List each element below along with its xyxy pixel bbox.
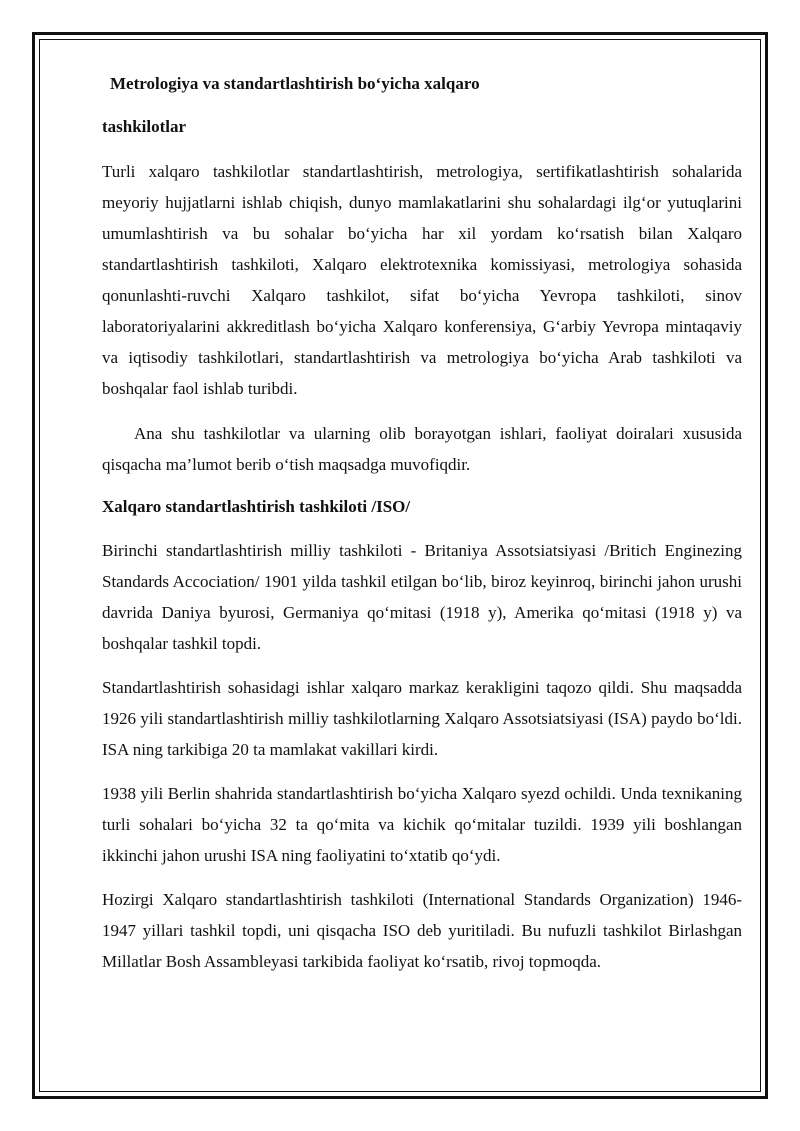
- section-heading-iso: Xalqaro standartlashtirish tashkiloti /ISO/: [102, 497, 411, 516]
- page-title-line-2: tashkilotlar: [102, 117, 187, 136]
- paragraph-5: 1938 yili Berlin shahrida standartlashtirish bo‘yicha Xalqaro syezd ochildi. Unda texnikaning turli sohalari bo‘yicha 32 ta qo‘mita va kichik qo‘mitalar tuzildi. 1939 yili boshlangan ikkinchi jahon urushi ISA ning faoliyatini to‘xtatib qo‘ydi.: [102, 784, 742, 865]
- paragraph-4: Standartlashtirish sohasidagi ishlar xalqaro markaz kerakligini taqozo qildi. Shu maqsadda 1926 yili standartlashtirish milliy tashkilotlarning Xalqaro Assotsiatsiyasi (ISA) paydo bo‘ldi. ISA ning tarkibiga 20 ta mamlakat vakillari kirdi.: [102, 678, 742, 759]
- paragraph-1: Turli xalqaro tashkilotlar standartlashtirish, metrologiya, sertifikatlashtirish sohalarida meyoriy hujjatlarni ishlab chiqish, dunyo mamlakatlarini shu sohalardagi ilg‘or yutuqlarini umumlashtirish va bu sohalar bo‘yicha har xil yordam ko‘rsatish bilan Xalqaro standartlashtirish tashkiloti, Xalqaro elektrotexnika komissiyasi, metrologiya sohasida qonunlashti-ruvchi Xalqaro tashkilot, sifat bo‘yicha Yevropa tashkiloti, sinov laboratoriyalarini akkreditlash bo‘yicha Xalqaro konferensiya, G‘arbiy Yevropa mintaqaviy va iqtisodiy tashkilotlari, standartlashtirish va metrologiya bo‘yicha Arab tashkiloti va boshqalar faol ishlab turibdi.: [102, 162, 742, 398]
- document-body: [102, 72, 742, 977]
- paragraph-6: Hozirgi Xalqaro standartlashtirish tashkiloti (International Standards Organization) 1946-1947 yillari tashkil topdi, uni qisqacha ISO deb yuritiladi. Bu nufuzli tashkilot Birlashgan Millatlar Bosh Assambleyasi tarkibida faoliyat ko‘rsatib, rivoj topmoqda.: [102, 890, 742, 971]
- page-title-line-1: Metrologiya va standartlashtirish bo‘yicha xalqaro: [110, 74, 480, 93]
- paragraph-3: Birinchi standartlashtirish milliy tashkiloti - Britaniya Assotsiatsiyasi /Britich Enginezing Standards Accociation/ 1901 yilda tashkil etilgan bo‘lib, biroz keyinroq, birinchi jahon urushi davrida Daniya byurosi, Germaniya qo‘mitasi (1918 y), Amerika qo‘mitasi (1918 y) va boshqalar tashkil topdi.: [102, 541, 742, 653]
- paragraph-2: Ana shu tashkilotlar va ularning olib borayotgan ishlari, faoliyat doiralari xususida qisqacha ma’lumot berib o‘tish maqsadga muvofiqdir.: [102, 424, 742, 474]
